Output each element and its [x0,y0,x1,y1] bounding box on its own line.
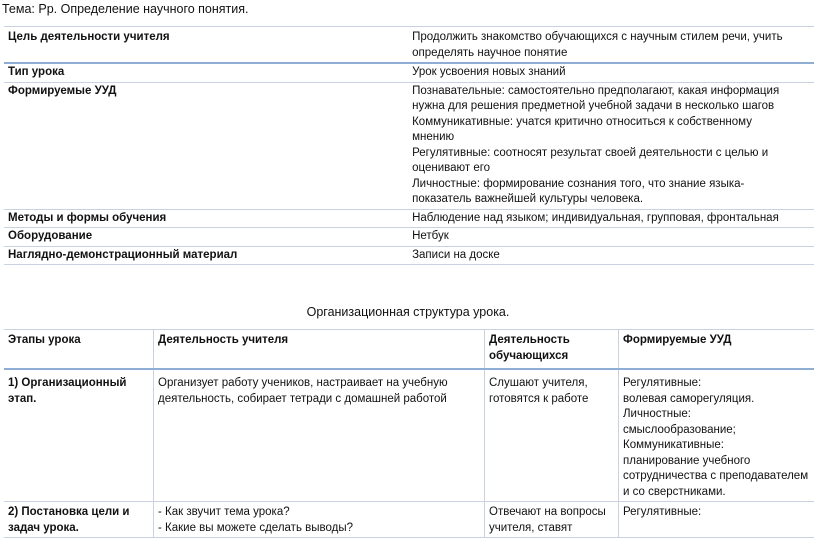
table-row [4,228,814,247]
table-row [4,209,814,228]
row-value [408,27,814,64]
text-line: Наблюдение над языком; индивидуальная, групповая, фронтальная [412,211,779,224]
text-line: мнению [412,131,455,143]
table-row [4,63,814,82]
row-value [408,246,814,265]
text-line: Познавательные: самостоятельно предполагают, какая информация [412,84,780,97]
lesson-info-table [4,26,814,265]
header-teacher-activity: Деятельность учителя [154,330,485,370]
text-line: Регулятивные: [623,506,702,518]
text-line: Урок усвоения новых знаний [412,66,566,78]
table-row [4,82,814,209]
text-line: Отвечают на вопросы [489,506,606,518]
text-line: Личностные: [623,408,691,420]
text-line: - Какие вы можете сделать выводы? [158,521,353,534]
uud-cell [619,369,815,502]
teacher-activity-cell [154,369,485,502]
text-line: Коммуникативные: [623,439,724,451]
teacher-activity-cell [154,502,485,538]
text-line: Организует работу учеников, настраивает на учебную [158,377,448,389]
text-line: Регулятивные: соотносят результат своей деятельности с целью и [412,146,769,159]
text-line: смыслообразование; [623,423,736,436]
text-line: 1) Организационный [8,377,127,389]
table-header-row [4,330,814,370]
text-line: сотрудничества с преподавателем [623,470,809,482]
header-student-activity [485,330,619,370]
student-activity-cell [485,369,619,502]
text-line: 2) Постановка цели и [8,506,130,518]
text-line: готовятся к работе [489,392,589,405]
lesson-structure-table [4,329,814,538]
row-value [408,228,814,247]
table-row [4,27,814,64]
text-line: обучающихся [489,349,569,362]
text-line: и со сверстниками. [623,485,726,498]
row-value [408,63,814,82]
text-line: Продолжить знакомство обучающихся с научным стилем речи, учить [412,31,783,43]
table-row [4,246,814,265]
structure-title: Организационная структура урока. [306,305,510,319]
text-line: задач урока. [8,521,79,534]
text-line: Деятельность [489,334,570,346]
text-line: Слушают учителя, [489,377,588,389]
header-uud: Формируемые УУД [623,334,732,346]
row-label: Оборудование [8,230,93,242]
uud-cell [619,502,815,538]
text-line: Записи на доске [412,248,500,261]
text-line: этап. [8,392,37,405]
text-line: учителя, ставят [489,521,573,534]
text-line: волевая саморегуляция. [623,392,755,405]
text-line: деятельность, собирает тетради с домашней работой [158,392,447,405]
text-line: оценивают его [412,162,491,174]
stage-cell [4,502,154,538]
text-line: определять научное понятие [412,46,568,59]
row-label: Методы и формы обучения [8,211,167,224]
text-line: показатель важнейшей культуры человека. [412,193,644,205]
text-line: - Как звучит тема урока? [158,506,290,518]
text-line: Регулятивные: [623,377,702,389]
text-line: Нетбук [412,230,449,242]
row-label: Цель деятельности учителя [8,31,170,43]
lesson-topic: Тема: Рр. Определение научного понятия. [2,2,249,16]
row-label: Наглядно-демонстрационный материал [8,248,238,261]
text-line: планирование учебного [623,454,751,467]
student-activity-cell [485,502,619,538]
row-value [408,209,814,228]
text-line: Коммуникативные: учатся критично относиться к собственному [412,115,752,128]
stage-cell [4,369,154,502]
row-value [408,82,814,209]
table-row [4,369,814,502]
table-row [4,502,814,538]
text-line: Личностные: формирование сознания того, что знание языка- [412,177,745,190]
row-label: Тип урока [8,66,65,78]
header-stage: Этапы урока [4,330,154,370]
row-label: Формируемые УУД [8,84,117,97]
text-line: нужна для решения предметной учебной задачи в несколько шагов [412,100,775,112]
